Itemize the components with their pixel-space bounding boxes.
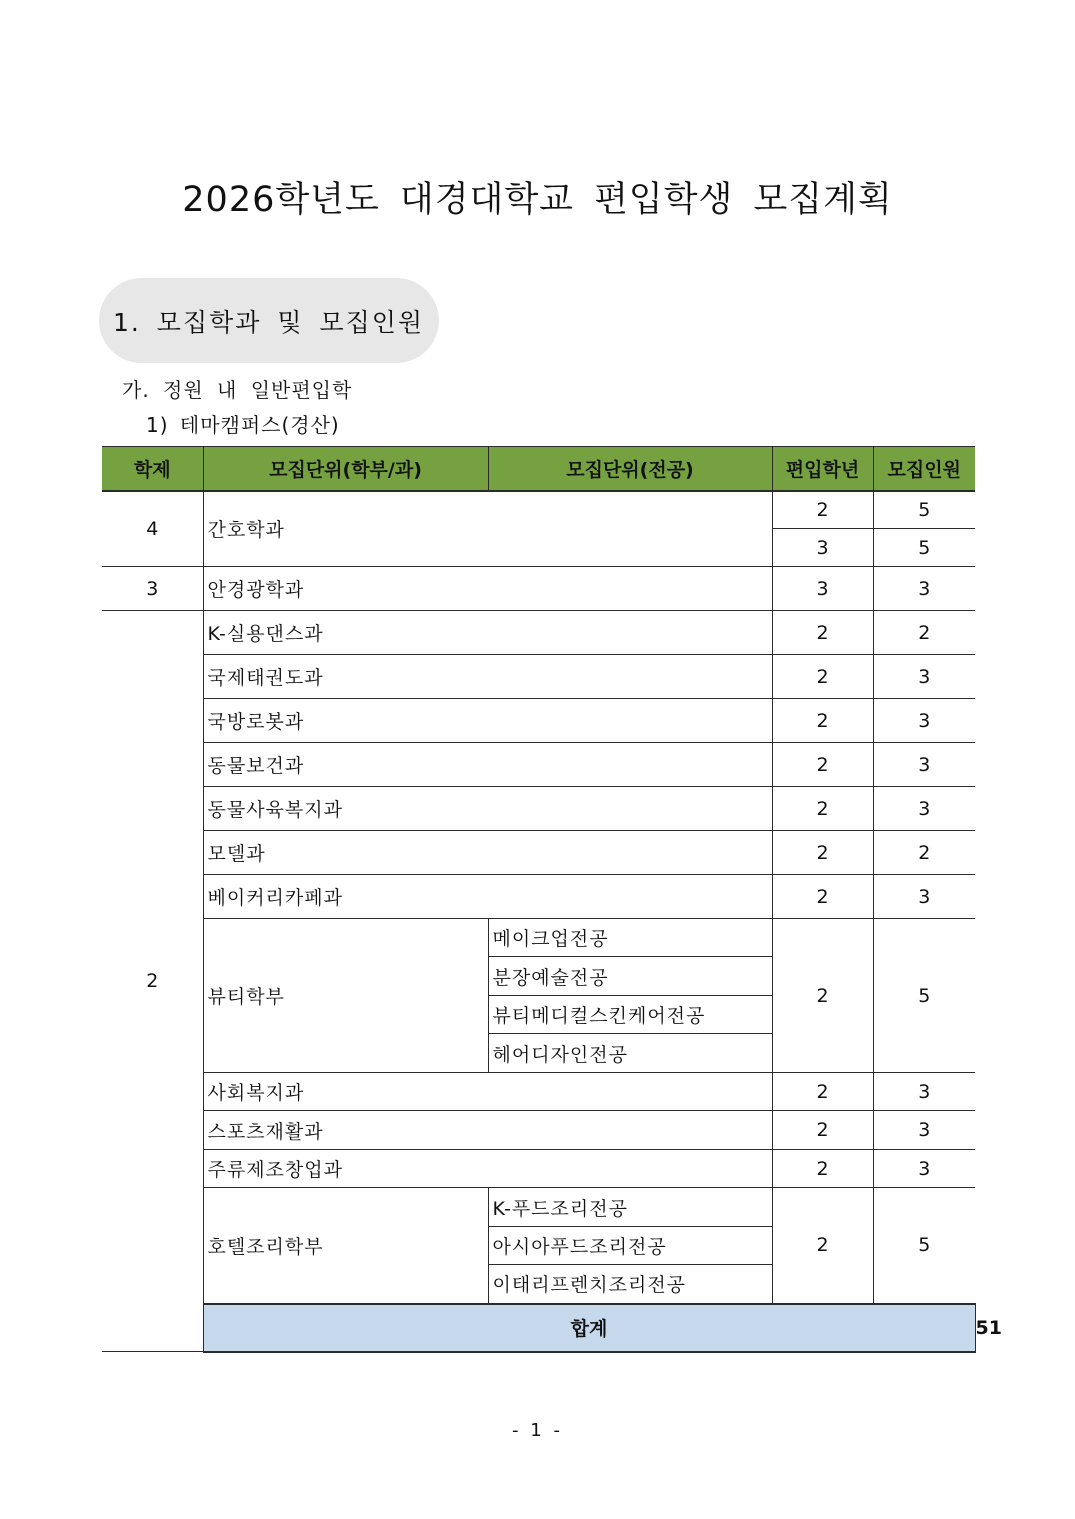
grade-cell: 2 xyxy=(772,1111,873,1150)
header-years: 학제 xyxy=(102,447,203,491)
dept-cell: 주류제조창업과 xyxy=(203,1150,772,1188)
dept-cell: 간호학과 xyxy=(203,491,772,567)
dept-cell: 동물보건과 xyxy=(203,743,772,787)
table-row xyxy=(102,1111,975,1150)
grade-cell: 2 xyxy=(772,743,873,787)
major-cell: 분장예술전공 xyxy=(488,957,772,996)
quota-cell: 3 xyxy=(873,699,975,743)
table-row xyxy=(102,743,975,787)
table-row xyxy=(102,699,975,743)
dept-cell: 모델과 xyxy=(203,831,772,875)
major-cell: 메이크업전공 xyxy=(488,919,772,957)
table-row xyxy=(102,831,975,875)
grade-cell: 2 xyxy=(772,831,873,875)
table-row xyxy=(102,1150,975,1188)
dept-cell: 국방로봇과 xyxy=(203,699,772,743)
table-row xyxy=(102,655,975,699)
grade-cell: 2 xyxy=(772,655,873,699)
quota-cell: 3 xyxy=(873,743,975,787)
major-cell: 이태리프렌치조리전공 xyxy=(488,1265,772,1304)
grade-cell: 2 xyxy=(772,491,873,529)
subheading-campus: 1) 테마캠퍼스(경산) xyxy=(146,413,340,437)
header-quota: 모집인원 xyxy=(873,447,975,491)
grade-cell: 2 xyxy=(772,919,873,1073)
dept-cell: 안경광학과 xyxy=(203,567,772,611)
grade-cell: 2 xyxy=(772,787,873,831)
quota-cell: 5 xyxy=(873,919,975,1073)
dept-cell: 베이커리카페과 xyxy=(203,875,772,919)
table-row xyxy=(102,491,975,529)
years-cell: 3 xyxy=(102,567,203,611)
recruitment-table xyxy=(102,446,1002,1353)
grade-cell: 2 xyxy=(772,1150,873,1188)
dept-cell: K-실용댄스과 xyxy=(203,611,772,655)
quota-cell: 3 xyxy=(873,567,975,611)
dept-cell: 스포츠재활과 xyxy=(203,1111,772,1150)
grade-cell: 3 xyxy=(772,567,873,611)
quota-cell: 2 xyxy=(873,611,975,655)
grade-cell: 2 xyxy=(772,611,873,655)
major-cell: 뷰티메디컬스킨케어전공 xyxy=(488,996,772,1034)
table-row xyxy=(102,1073,975,1111)
table-row xyxy=(102,875,975,919)
quota-cell: 5 xyxy=(873,1188,975,1304)
quota-cell: 3 xyxy=(873,655,975,699)
page-number: - 1 - xyxy=(512,1420,563,1441)
total-row: 합계 51 xyxy=(102,1304,975,1352)
header-grade: 편입학년 xyxy=(772,447,873,491)
dept-cell: 사회복지과 xyxy=(203,1073,772,1111)
years-cell: 4 xyxy=(102,491,203,567)
document-title: 2026학년도 대경대학교 편입학생 모집계획 xyxy=(182,180,893,220)
section-heading-text: 1. 모집학과 및 모집인원 xyxy=(113,307,425,337)
subheading-category: 가. 정원 내 일반편입학 xyxy=(122,378,353,402)
quota-cell: 3 xyxy=(873,1150,975,1188)
table-row xyxy=(102,919,975,957)
quota-cell: 3 xyxy=(873,1073,975,1111)
section-heading xyxy=(99,278,439,363)
grade-cell: 3 xyxy=(772,529,873,567)
dept-cell: 호텔조리학부 xyxy=(203,1188,488,1304)
table-row xyxy=(102,787,975,831)
total-label: 합계 xyxy=(203,1304,975,1352)
header-unit-major: 모집단위(전공) xyxy=(488,447,772,491)
table-header-row xyxy=(102,447,975,491)
dept-cell: 동물사육복지과 xyxy=(203,787,772,831)
table-row xyxy=(102,611,975,655)
grade-cell: 2 xyxy=(772,1188,873,1304)
quota-cell: 5 xyxy=(873,529,975,567)
grade-cell: 2 xyxy=(772,875,873,919)
grade-cell: 2 xyxy=(772,699,873,743)
major-cell: K-푸드조리전공 xyxy=(488,1188,772,1227)
table-row xyxy=(102,1188,975,1227)
dept-cell: 뷰티학부 xyxy=(203,919,488,1073)
years-cell: 2 xyxy=(102,611,203,1352)
grade-cell: 2 xyxy=(772,1073,873,1111)
header-unit-dept: 모집단위(학부/과) xyxy=(203,447,488,491)
quota-cell: 5 xyxy=(873,491,975,529)
quota-cell: 2 xyxy=(873,831,975,875)
quota-cell: 3 xyxy=(873,1111,975,1150)
major-cell: 헤어디자인전공 xyxy=(488,1034,772,1073)
table-row xyxy=(102,567,975,611)
dept-cell: 국제태권도과 xyxy=(203,655,772,699)
quota-cell: 3 xyxy=(873,787,975,831)
quota-cell: 3 xyxy=(873,875,975,919)
major-cell: 아시아푸드조리전공 xyxy=(488,1227,772,1265)
